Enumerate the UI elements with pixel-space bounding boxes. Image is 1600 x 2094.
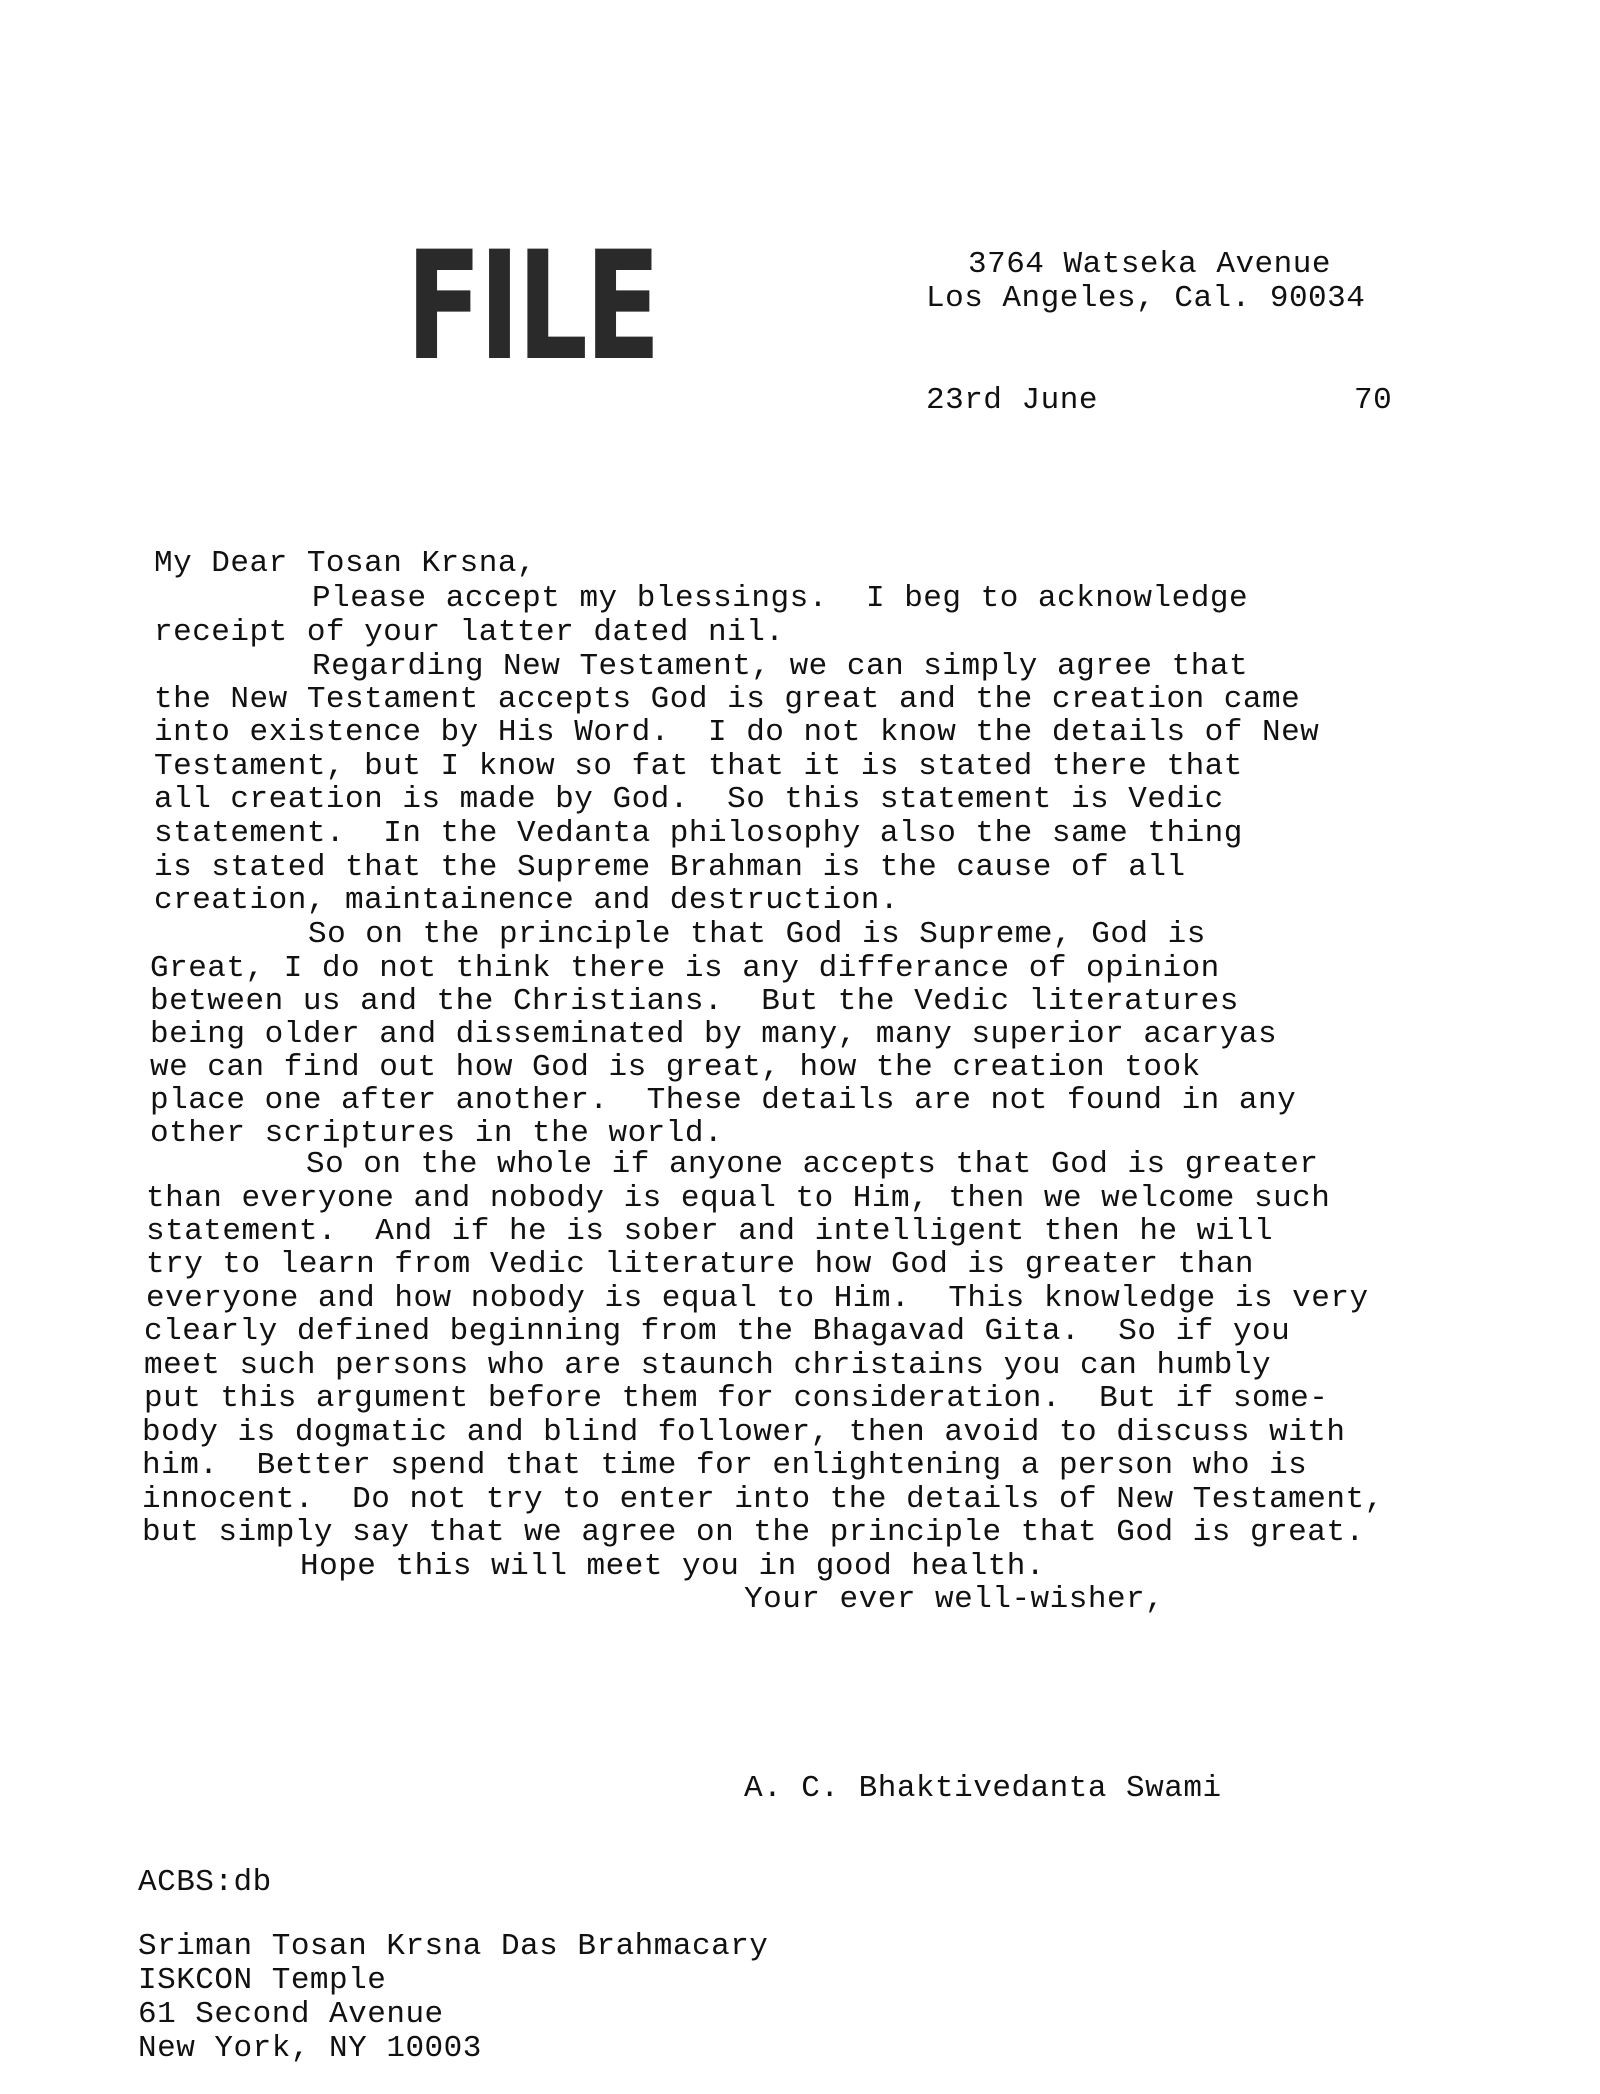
body-line: Testament, but I know so fat that it is stated there that bbox=[154, 749, 1243, 784]
body-line: everyone and how nobody is equal to Him. This knowledge is very bbox=[146, 1281, 1369, 1316]
letter-date: 23rd June bbox=[926, 383, 1098, 418]
body-line: than everyone and nobody is equal to Him, then we welcome such bbox=[146, 1181, 1331, 1216]
body-line: him. Better spend that time for enlightening a person who is bbox=[142, 1448, 1308, 1483]
recipient-address-line: Sriman Tosan Krsna Das Brahmacary bbox=[138, 1929, 769, 1964]
sender-street: 3764 Watseka Avenue bbox=[968, 247, 1331, 282]
body-line: Please accept my blessings. I beg to acknowledge bbox=[312, 581, 1249, 616]
body-line: place one after another. These details are not found in any bbox=[150, 1083, 1297, 1118]
body-line: try to learn from Vedic literature how God is greater than bbox=[146, 1247, 1254, 1282]
body-line: being older and disseminated by many, many superior acaryas bbox=[150, 1017, 1278, 1052]
body-line: Hope this will meet you in good health. bbox=[300, 1549, 1046, 1584]
body-line: into existence by His Word. I do not know the details of New bbox=[154, 715, 1320, 750]
body-line: other scriptures in the world. bbox=[150, 1116, 724, 1151]
body-line: the New Testament accepts God is great and the creation came bbox=[154, 682, 1301, 717]
body-line: all creation is made by God. So this statement is Vedic bbox=[154, 782, 1224, 817]
recipient-address-line: New York, NY 10003 bbox=[138, 2031, 482, 2066]
recipient-address-line: 61 Second Avenue bbox=[138, 1997, 444, 2032]
body-line: between us and the Christians. But the Vedic literatures bbox=[150, 984, 1239, 1019]
body-line: but simply say that we agree on the principle that God is great. bbox=[142, 1515, 1365, 1550]
recipient-address-line: ISKCON Temple bbox=[138, 1963, 387, 1998]
sender-city: Los Angeles, Cal. 90034 bbox=[926, 281, 1366, 316]
body-line: meet such persons who are staunch christains you can humbly bbox=[144, 1348, 1272, 1383]
salutation: My Dear Tosan Krsna, bbox=[154, 546, 537, 581]
body-line: put this argument before them for consideration. But if some- bbox=[144, 1381, 1329, 1416]
reference-initials: ACBS:db bbox=[138, 1865, 272, 1900]
body-line: Great, I do not think there is any differance of opinion bbox=[150, 951, 1220, 986]
body-line: statement. And if he is sober and intelligent then he will bbox=[146, 1214, 1274, 1249]
body-line: statement. In the Vedanta philosophy also the same thing bbox=[154, 816, 1243, 851]
body-line: is stated that the Supreme Brahman is the cause of all bbox=[154, 850, 1186, 885]
body-line: innocent. Do not try to enter into the details of New Testament, bbox=[142, 1482, 1384, 1517]
body-line: we can find out how God is great, how the creation took bbox=[150, 1050, 1201, 1085]
body-line: clearly defined beginning from the Bhagavad Gita. So if you bbox=[144, 1314, 1291, 1349]
closing: Your ever well-wisher, bbox=[744, 1582, 1165, 1617]
letter-year: 70 bbox=[1354, 383, 1393, 418]
signature: A. C. Bhaktivedanta Swami bbox=[744, 1771, 1222, 1806]
body-line: Regarding New Testament, we can simply agree that bbox=[312, 649, 1249, 684]
body-line: So on the principle that God is Supreme, God is bbox=[308, 917, 1206, 952]
body-line: creation, maintainence and destruction. bbox=[154, 883, 900, 918]
file-stamp: FILE bbox=[406, 220, 658, 394]
body-line: body is dogmatic and blind follower, then avoid to discuss with bbox=[142, 1415, 1346, 1450]
body-line: receipt of your latter dated nil. bbox=[154, 615, 785, 650]
body-line: So on the whole if anyone accepts that God is greater bbox=[306, 1147, 1319, 1182]
